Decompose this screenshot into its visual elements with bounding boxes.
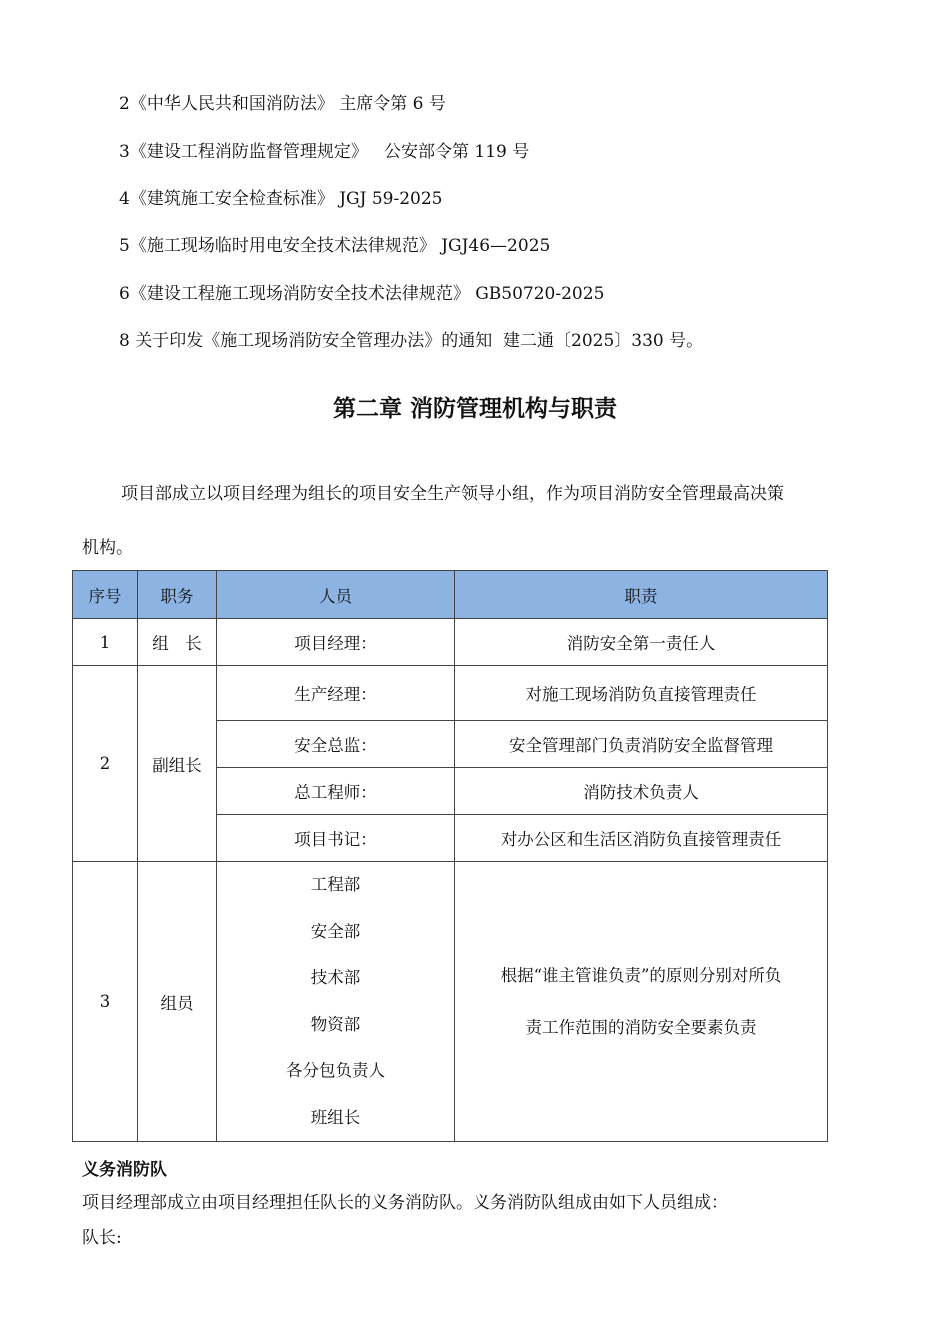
brigade-text: 项目经理部成立由项目经理担任队长的义务消防队。义务消防队组成由如下人员组成： <box>82 1193 728 1213</box>
list-item: 技术部 <box>310 968 361 987</box>
captain-label: 队长: <box>82 1228 122 1248</box>
reference-5: 5《施工现场临时用电安全技术法律规范》 JGJ46—2025 <box>119 236 551 256</box>
list-item: 班组长 <box>310 1107 361 1127</box>
brigade-title: 义务消防队 <box>82 1160 167 1180</box>
header-no: 序号 <box>73 571 138 619</box>
cell-duty: 安全管理部门负责消防安全监督管理 <box>455 721 828 768</box>
header-duty: 职责 <box>455 571 828 619</box>
persons-list <box>217 862 454 1141</box>
cell-role: 组 长 <box>138 619 217 666</box>
fire-management-table <box>72 570 828 1142</box>
cell-duty: 对办公区和生活区消防负直接管理责任 <box>455 815 828 862</box>
table-header-row <box>73 571 828 619</box>
cell-person: 总工程师： <box>217 768 455 815</box>
cell-person: 安全总监： <box>217 721 455 768</box>
intro-paragraph-line1: 项目部成立以项目经理为组长的项目安全生产领导小组，作为项目消防安全管理最高决策 <box>121 484 784 504</box>
list-item: 各分包负责人 <box>286 1061 385 1080</box>
cell-role: 组员 <box>138 862 217 1142</box>
duty-line1: 根据“谁主管谁负责”的原则分别对所负 <box>500 965 782 985</box>
duty-line2: 责工作范围的消防安全要素负责 <box>525 1017 757 1037</box>
cell-persons <box>217 862 455 1142</box>
cell-duty: 消防技术负责人 <box>455 768 828 815</box>
header-role: 职务 <box>138 571 217 619</box>
cell-person: 项目书记： <box>217 815 455 862</box>
cell-no: 1 <box>73 619 138 666</box>
cell-person: 生产经理： <box>217 666 455 721</box>
reference-3: 3《建设工程消防监督管理规定》 公安部令第 119 号 <box>119 142 530 162</box>
reference-6: 6《建设工程施工现场消防安全技术法律规范》 GB50720-2025 <box>119 284 605 304</box>
cell-person: 项目经理： <box>217 619 455 666</box>
list-item: 安全部 <box>310 921 361 941</box>
cell-no: 2 <box>73 666 138 862</box>
header-person: 人员 <box>217 571 455 619</box>
cell-duty: 对施工现场消防负直接管理责任 <box>455 666 828 721</box>
cell-role: 副组长 <box>138 666 217 862</box>
reference-2: 2《中华人民共和国消防法》 主席令第 6 号 <box>119 94 446 114</box>
table-row <box>73 862 828 1142</box>
table-row <box>73 666 828 721</box>
intro-paragraph-line2: 机构。 <box>82 538 133 558</box>
cell-duty: 消防安全第一责任人 <box>455 619 828 666</box>
reference-8: 8 关于印发《施工现场消防安全管理办法》的通知 建二通〔2025〕330 号。 <box>119 331 704 351</box>
list-item: 工程部 <box>310 875 361 894</box>
list-item: 物资部 <box>310 1014 361 1034</box>
table-row <box>73 619 828 666</box>
cell-duty <box>455 862 828 1142</box>
cell-no: 3 <box>73 862 138 1142</box>
reference-4: 4《建筑施工安全检查标准》 JGJ 59-2025 <box>119 189 443 209</box>
chapter-title: 第二章 消防管理机构与职责 <box>332 396 617 422</box>
